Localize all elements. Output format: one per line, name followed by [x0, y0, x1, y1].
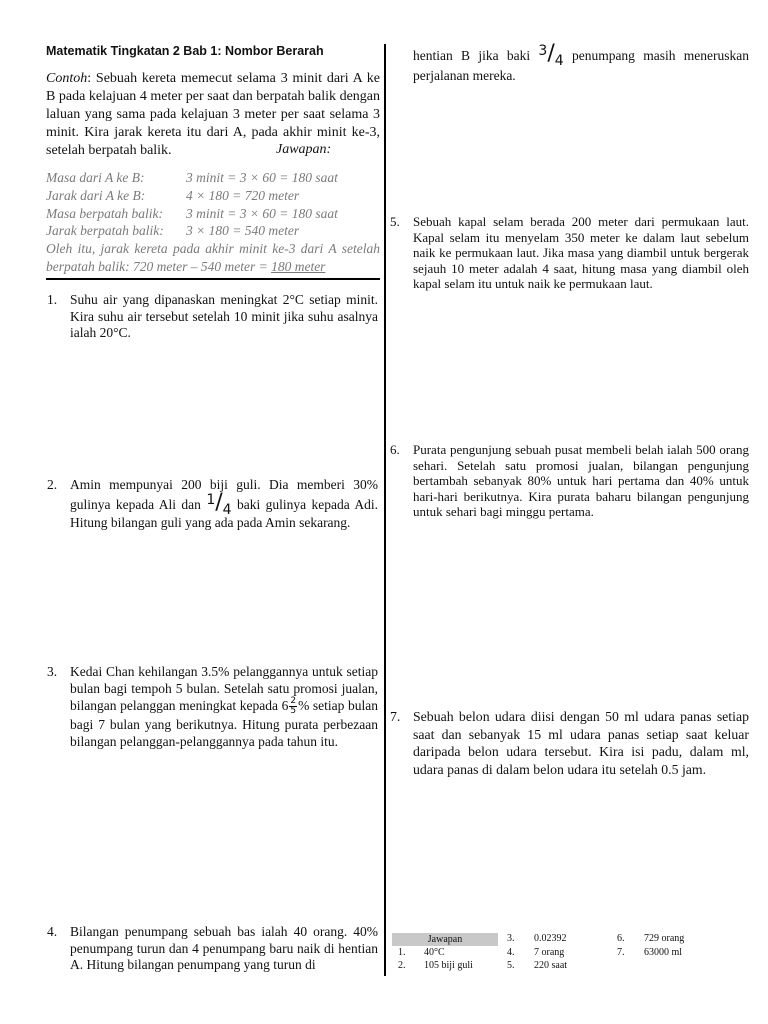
fraction-slash — [547, 48, 554, 64]
example-label: Contoh — [46, 71, 88, 86]
question-3 — [47, 663, 378, 750]
fraction-denominator: 5 — [290, 706, 297, 717]
question-number: 3. — [47, 664, 58, 679]
question-1 — [47, 292, 378, 342]
answer-value: 40°C — [424, 947, 445, 958]
calc-value: 4 × 180 = 720 meter — [186, 188, 300, 203]
question-text: Sebuah kapal selam berada 200 meter dari permukaan laut. Kapal selam itu menyelam 350 meter ke dalam laut sebelum naik ke permukaan laut. Jika masa yang diambil untuk bergerak sejauh 10 meter adalah 4 saat, hitung masa yang diambil oleh kapal selam itu untuk naik ke permukaan laut. — [413, 214, 749, 292]
question-number: 6. — [390, 442, 400, 457]
answer-number: 6. — [617, 933, 625, 944]
example-answer-label: Jawapan: — [276, 142, 332, 157]
calc-label: Masa dari A ke B: — [46, 170, 145, 185]
calc-row — [46, 169, 380, 187]
question-text: baki gulinya kepada Adi. Hitung bilangan guli yang ada pada Amin sekarang. — [70, 496, 379, 530]
question-text: hentian B jika baki — [413, 48, 539, 63]
answer-number: 4. — [507, 947, 515, 958]
answer-value: 220 saat — [534, 960, 568, 971]
column-divider — [384, 44, 386, 976]
question-4 — [47, 924, 378, 974]
section-divider — [46, 278, 380, 280]
example-conclusion — [46, 240, 380, 276]
question-number: 5. — [390, 214, 400, 229]
question-number: 7. — [390, 709, 401, 724]
page-title: Matematik Tingkatan 2 Bab 1: Nombor Berarah — [46, 44, 324, 58]
answer-number: 7. — [617, 947, 625, 958]
question-text: Sebuah belon udara diisi dengan 50 ml udara panas setiap saat dan sebanyak 15 ml udara panas setiap saat keluar daripada belon udara tersebut. Kira isi padu, dalam ml, udara panas di dalam belon udara itu setelah 0.5 jam. — [413, 709, 749, 777]
fraction — [206, 492, 231, 518]
answer-number: 5. — [507, 960, 515, 971]
answer-number: 1. — [398, 947, 406, 958]
example-text: : Sebuah kereta memecut selama 3 minit dari A ke B pada kelajuan 4 meter per saat dan berpatah balik dengan laluan yang sama pada kelajuan 3 meter per saat selama 3 minit. Kira jarak kereta itu dari A, pada akhir minit ke-3, setelah berpatah balik. — [46, 71, 380, 158]
answer-value: 0.02392 — [534, 933, 567, 944]
question-7 — [390, 708, 749, 778]
calc-value: 3 minit = 3 × 60 = 180 saat — [186, 206, 338, 221]
question-2 — [47, 476, 379, 532]
answer-value: 729 orang — [644, 933, 685, 944]
fraction-numerator: 3 — [538, 43, 548, 59]
question-number: 2. — [47, 477, 58, 492]
fraction-numerator: 2 — [290, 696, 297, 707]
calc-value: 3 × 180 = 540 meter — [186, 223, 300, 238]
answer-number: 3. — [507, 933, 515, 944]
question-text: Bilangan penumpang sebuah bas ialah 40 orang. 40% penumpang turun dan 4 penumpang baru naik di hentian A. Hitung bilangan penumpang yang turun di — [70, 924, 378, 972]
conclusion-text: Oleh itu, jarak kereta pada akhir minit ke-3 dari A setelah berpatah balik: 720 meter – 540 meter = — [46, 241, 380, 274]
question-number: 1. — [47, 292, 58, 307]
answer-key-header: Jawapan — [392, 933, 498, 946]
answer-value: 63000 ml — [644, 947, 683, 958]
question-number: 4. — [47, 924, 58, 939]
fraction-slash — [215, 497, 222, 513]
question-6 — [390, 442, 749, 520]
fraction-denominator: 4 — [554, 53, 564, 69]
fraction-denominator: 4 — [222, 501, 232, 518]
calc-row — [46, 187, 380, 205]
calc-label: Jarak dari A ke B: — [46, 188, 146, 203]
question-5 — [390, 214, 749, 292]
conclusion-result: 180 meter — [271, 259, 326, 274]
answer-number: 2. — [398, 960, 406, 971]
calc-row — [46, 222, 380, 240]
calc-row — [46, 205, 380, 223]
calc-value: 3 minit = 3 × 60 = 180 saat — [186, 170, 338, 185]
mixed-whole: 6 — [281, 698, 289, 713]
mixed-fraction — [289, 697, 297, 716]
question-text: Amin mempunyai 200 biji guli. Dia memberi 30% gulinya kepada Ali dan — [70, 477, 378, 512]
question-text: penumpang masih meneruskan perjalanan mereka. — [413, 48, 749, 83]
question-text: Suhu air yang dipanaskan meningkat 2°C setiap minit. Kira suhu air tersebut setelah 10 minit jika suhu asalnya ialah 20°C. — [70, 292, 378, 340]
question-text: Kedai Chan kehilangan 3.5% pelanggannya untuk setiap bulan bagi tempoh 5 bulan. Setelah satu promosi jualan, bilangan pelanggan meningkat kepada — [70, 664, 378, 713]
answer-value: 7 orang — [534, 947, 565, 958]
answer-value: 105 biji guli — [424, 960, 473, 971]
fraction — [538, 43, 563, 69]
question-text: % setiap bulan bagi 7 bulan yang berikutnya. Hitung purata perbezaan bilangan pelanggan-pelanggannya pada tahun itu. — [70, 698, 378, 750]
question-4-continuation — [413, 44, 749, 86]
calc-label: Jarak berpatah balik: — [46, 223, 164, 238]
calc-label: Masa berpatah balik: — [46, 206, 163, 221]
fraction-numerator: 1 — [206, 491, 216, 508]
question-text: Purata pengunjung sebuah pusat membeli belah ialah 500 orang sehari. Setelah satu promosi jualan, bilangan pengunjung bertambah sebanyak 80% untuk hari pertama dan 40% untuk hari-hari berikutnya. Kira purata baharu bilangan pengunjung untuk sehari bagi minggu pertama. — [413, 442, 749, 520]
